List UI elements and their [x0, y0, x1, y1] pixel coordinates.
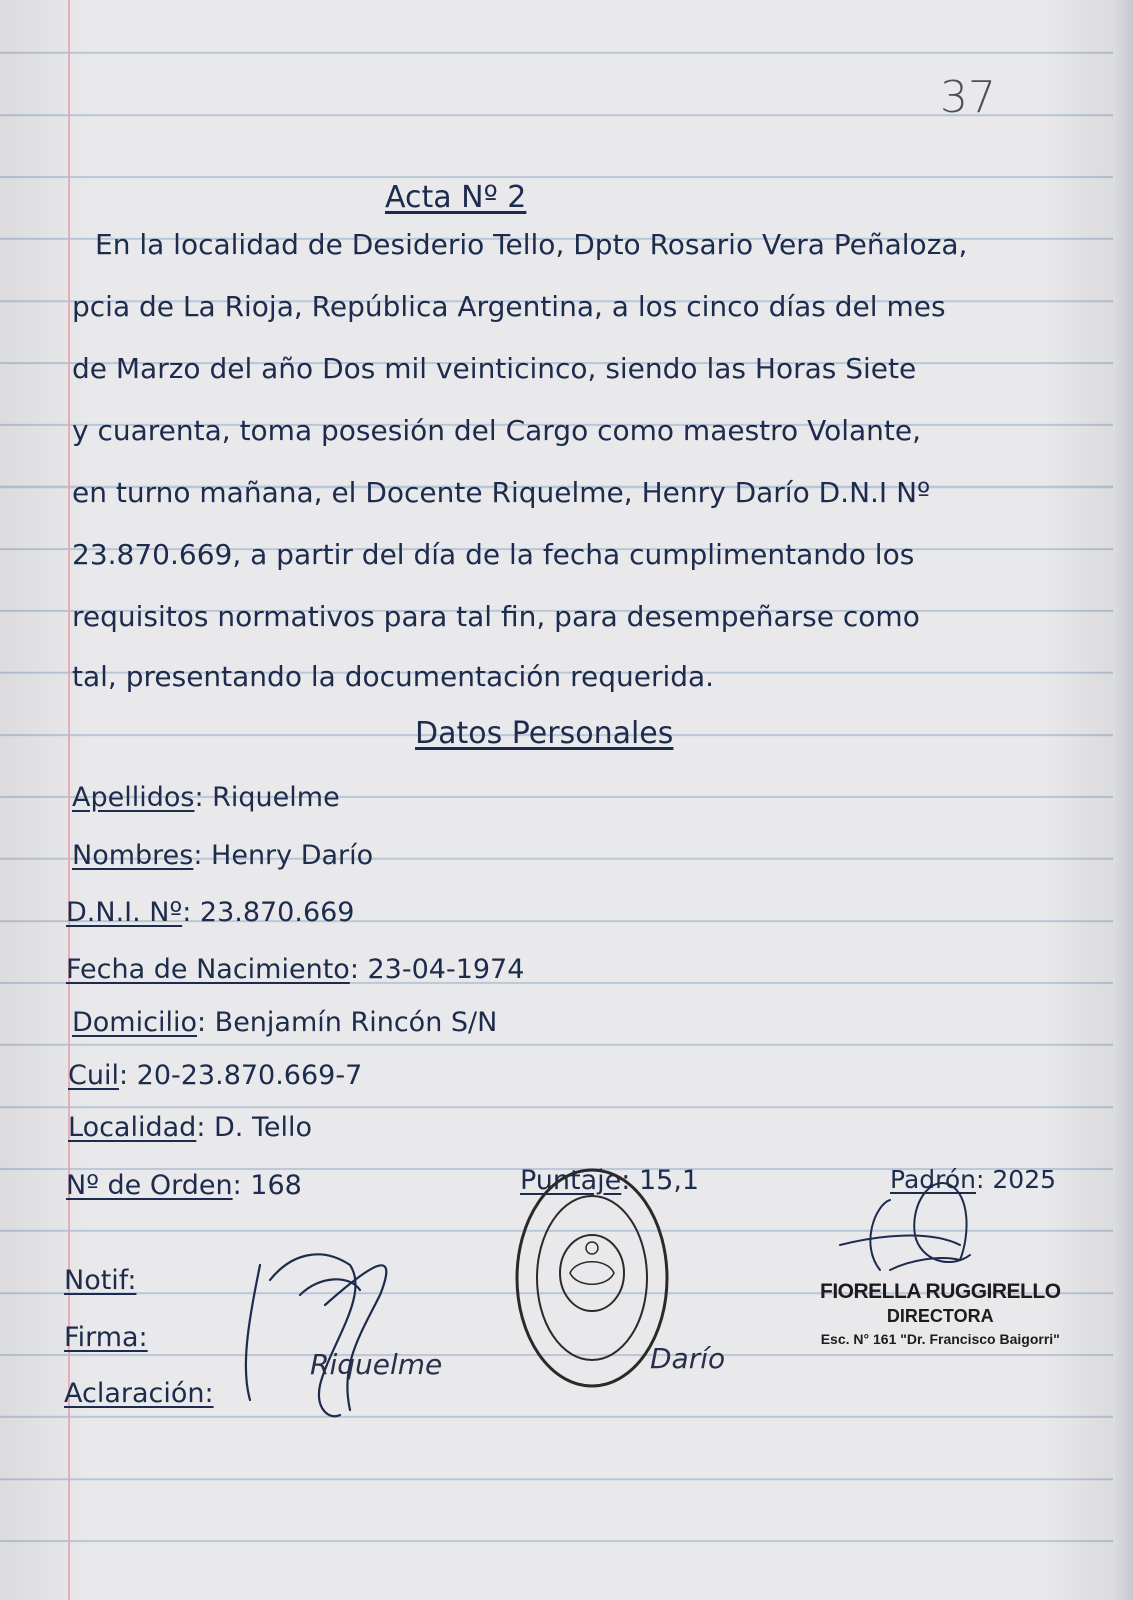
paragraph-line: 23.870.669, a partir del día de la fecha cumplimentando los — [72, 538, 915, 571]
director-role: DIRECTORA — [886, 1306, 994, 1326]
field-apellidos: Apellidos: Riquelme — [72, 782, 340, 813]
paragraph-line: requisitos normativos para tal fin, para desempeñarse como — [72, 600, 920, 633]
paragraph-line: y cuarenta, toma posesión del Cargo como maestro Volante, — [72, 414, 921, 447]
field-localidad: Localidad: D. Tello — [68, 1112, 312, 1143]
field-value: 23.870.669 — [199, 897, 355, 928]
acta-title: Acta Nº 2 — [385, 180, 527, 215]
director-school: Esc. N° 161 "Dr. Francisco Baigorri" — [820, 1331, 1060, 1347]
signature-aclaracion-surname: Riquelme — [310, 1348, 443, 1381]
field-orden: Nº de Orden: 168 — [66, 1170, 302, 1201]
paragraph-line: En la localidad de Desiderio Tello, Dpto Rosario Vera Peñaloza, — [95, 228, 968, 261]
field-label: Apellidos — [72, 782, 195, 813]
field-puntaje: Puntaje: 15,1 — [520, 1165, 700, 1196]
page-number: 37 — [940, 72, 996, 123]
firma-label: Firma: — [64, 1322, 148, 1353]
field-value: 15,1 — [638, 1165, 700, 1196]
field-domicilio: Domicilio: Benjamín Rincón S/N — [72, 1007, 498, 1038]
field-value: Henry Darío — [211, 840, 374, 871]
field-label: Nombres — [72, 840, 194, 871]
field-value: 2025 — [992, 1165, 1057, 1194]
field-label: Nº de Orden — [66, 1170, 233, 1201]
field-value: 20-23.870.669-7 — [136, 1060, 363, 1091]
field-nombres: Nombres: Henry Darío — [72, 840, 374, 871]
field-label: Cuil — [68, 1060, 119, 1091]
field-nacimiento: Fecha de Nacimiento: 23-04-1974 — [66, 954, 525, 985]
field-label: D.N.I. Nº — [66, 897, 183, 928]
signature-aclaracion-name: Darío — [650, 1342, 726, 1375]
field-dni: D.N.I. Nº: 23.870.669 — [66, 897, 355, 928]
field-label: Localidad — [68, 1112, 197, 1143]
aclaracion-label: Aclaración: — [64, 1378, 214, 1409]
paragraph-line: tal, presentando la documentación requerida. — [72, 660, 715, 693]
paragraph-line: pcia de La Rioja, República Argentina, a los cinco días del mes — [72, 290, 946, 323]
paragraph-line: en turno mañana, el Docente Riquelme, Henry Darío D.N.I Nº — [72, 476, 931, 509]
director-name: FIORELLA RUGGIRELLO — [820, 1280, 1061, 1303]
school-stamp — [512, 1163, 672, 1393]
page-edge — [1113, 0, 1133, 1600]
field-label: Domicilio — [72, 1007, 197, 1038]
field-label: Padrón — [890, 1165, 977, 1194]
field-value: Riquelme — [212, 782, 340, 813]
signer-signature — [230, 1235, 460, 1425]
paragraph-line: de Marzo del año Dos mil veinticinco, siendo las Horas Siete — [72, 352, 917, 385]
field-label: Fecha de Nacimiento — [66, 954, 350, 985]
field-cuil: Cuil: 20-23.870.669-7 — [68, 1060, 363, 1091]
field-value: D. Tello — [214, 1112, 312, 1143]
datos-personales-title: Datos Personales — [415, 716, 674, 751]
field-value: Benjamín Rincón S/N — [214, 1007, 498, 1038]
field-padron: Padrón: 2025 — [890, 1165, 1057, 1194]
field-label: Puntaje — [520, 1165, 622, 1196]
field-value: 23-04-1974 — [367, 954, 525, 985]
field-value: 168 — [250, 1170, 302, 1201]
margin-line — [68, 0, 70, 1600]
notif-label: Notif: — [64, 1265, 137, 1296]
director-stamp — [820, 1280, 1061, 1347]
director-signature — [820, 1175, 1010, 1285]
